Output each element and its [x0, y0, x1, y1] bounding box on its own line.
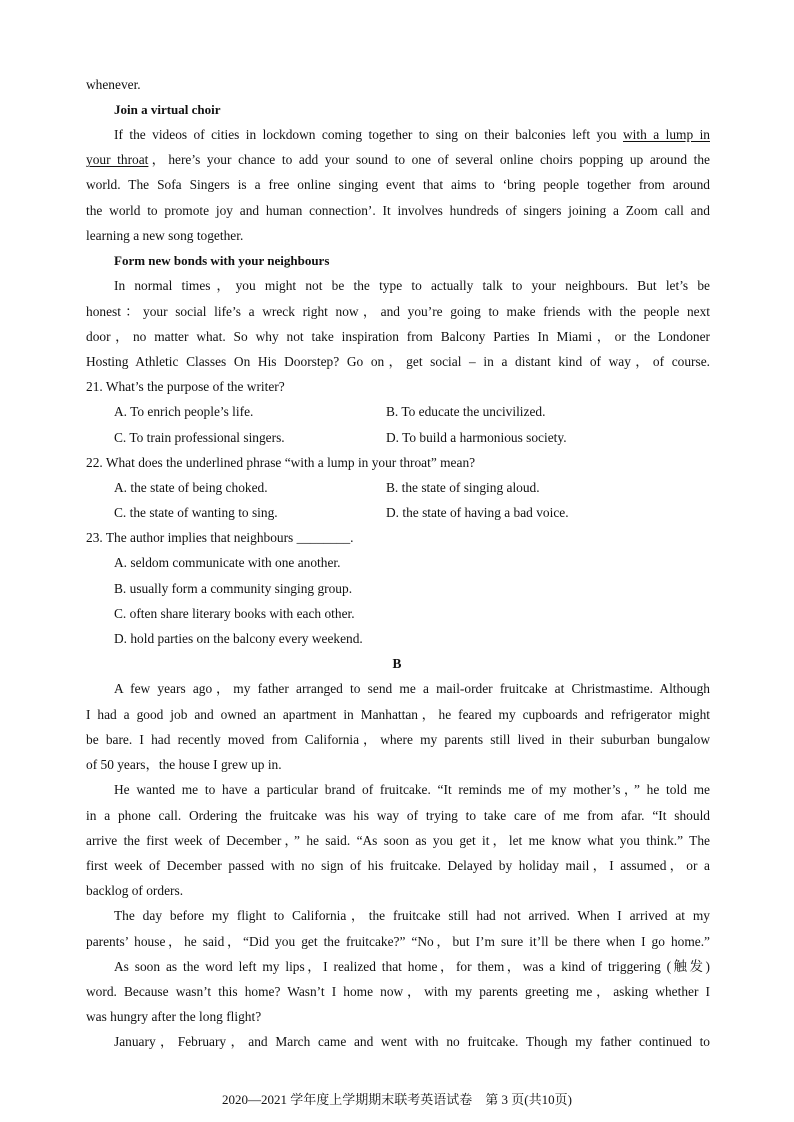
passage-line: first week of December passed with no sign of his fruitcake. Delayed by holiday mail，I assumed，or a [86, 858, 710, 873]
option-21-b: B. To educate the uncivilized. [386, 404, 546, 419]
passage-line: whenever. [86, 77, 141, 92]
passage-line: January，February，and March came and went with no fruitcake. Though my father continued to [114, 1034, 710, 1049]
passage-line: was hungry after the long flight? [86, 1009, 262, 1024]
option-21-a: A. To enrich people’s life. [114, 404, 254, 419]
passage-line: In normal times，you might not be the type to actually talk to your neighbours. But let’s be [114, 278, 710, 293]
option-23-d: D. hold parties on the balcony every weekend. [114, 631, 363, 646]
section-heading-neighbours: Form new bonds with your neighbours [114, 253, 330, 268]
passage-line: A few years ago，my father arranged to send me a mail-order fruitcake at Christmastime. Although [114, 681, 710, 696]
passage-line: your throat，here’s your chance to add your sound to one of several online choirs popping up around the [86, 152, 710, 167]
option-23-a: A. seldom communicate with one another. [114, 555, 341, 570]
option-22-b: B. the state of singing aloud. [386, 480, 540, 495]
passage-line: door，no matter what. So why not take inspiration from Balcony Parties In Miami，or the Londoner [86, 329, 710, 344]
passage-line: of 50 years，the house I grew up in. [86, 757, 282, 772]
section-heading-choir: Join a virtual choir [114, 102, 221, 117]
option-21-d: D. To build a harmonious society. [386, 430, 567, 445]
passage-line: parents’ house，he said，“Did you get the fruitcake?” “No，but I’m sure it’ll be there when I go home.” [86, 934, 710, 949]
page-footer: 2020—2021 学年度上学期期末联考英语试卷 第 3 页(共10页) [222, 1092, 572, 1107]
passage-line: in a phone call. Ordering the fruitcake was his way of trying to take care of me from afar. “It should [86, 808, 710, 823]
passage-line: He wanted me to have a particular brand of fruitcake. “It reminds me of my mother’s，” he told me [114, 782, 710, 797]
underlined-phrase: your throat [86, 152, 149, 167]
option-22-c: C. the state of wanting to sing. [114, 505, 278, 520]
passage-line: word. Because wasn’t this home? Wasn’t I home now，with my parents greeting me，asking whether I [86, 984, 710, 999]
option-23-b: B. usually form a community singing group. [114, 581, 353, 596]
underlined-phrase: with a lump in [623, 127, 710, 142]
passage-line: be bare. I had recently moved from California，where my parents still lived in their suburban bungalow [86, 732, 710, 747]
passage-line: Hosting Athletic Classes On His Doorstep? Go on，get social – in a distant kind of way，of course. [86, 354, 710, 369]
passage-line: I had a good job and owned an apartment in Manhattan，he feared my cupboards and refrigerator might [86, 707, 710, 722]
option-22-a: A. the state of being choked. [114, 480, 268, 495]
passage-line: world. The Sofa Singers is a free online singing event that aims to ‘bring people together from around [86, 177, 710, 192]
passage-line: honest：your social life’s a wreck right now，and you’re going to make friends with the people next [86, 304, 710, 319]
passage-line: learning a new song together. [86, 228, 244, 243]
option-23-c: C. often share literary books with each other. [114, 606, 355, 621]
passage-line: If the videos of cities in lockdown coming together to sing on their balconies left you with a lump in [114, 127, 710, 142]
question-21: 21. What’s the purpose of the writer? [86, 379, 285, 394]
passage-line: arrive the first week of December，” he said. “As soon as you get it，let me know what you think.” The [86, 833, 710, 848]
passage-line: backlog of orders. [86, 883, 184, 898]
question-22: 22. What does the underlined phrase “with a lump in your throat” mean? [86, 455, 476, 470]
passage-line: As soon as the word left my lips，I realized that home，for them，was a kind of triggering (触发) [114, 959, 710, 974]
passage-b-title: B [392, 656, 402, 671]
passage-line: The day before my flight to California，the fruitcake still had not arrived. When I arrived at my [114, 908, 710, 923]
passage-line: the world to promote joy and human connection’. It involves hundreds of singers joining a Zoom call and [86, 203, 710, 218]
option-21-c: C. To train professional singers. [114, 430, 285, 445]
option-22-d: D. the state of having a bad voice. [386, 505, 569, 520]
question-23: 23. The author implies that neighbours ________. [86, 530, 354, 545]
